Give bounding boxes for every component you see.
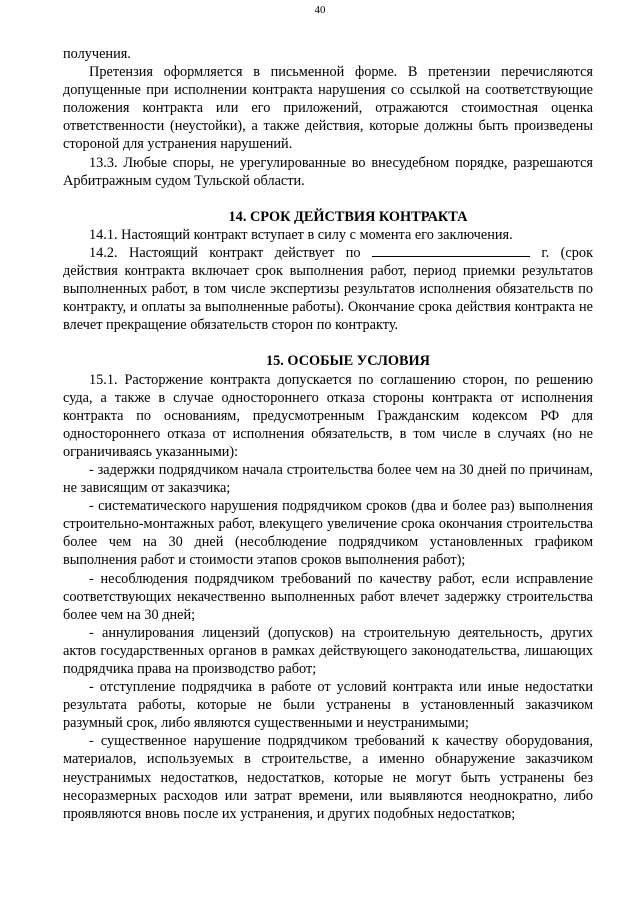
paragraph-claim: Претензия оформляется в письменной форме. В претензии перечисляются допущенные при исполнении контракта нарушения со ссылкой на соответствующие положения контракта или его приложений, отражаются стоимостная оценка ответственности (неустойки), а также действия, которые должны быть произведены стороной для устранения нарушений. — [63, 64, 593, 153]
section-15-heading: 15. ОСОБЫЕ УСЛОВИЯ — [265, 353, 430, 370]
date-blank-line — [372, 244, 530, 257]
paragraph-14-2 — [63, 244, 593, 334]
section-14-heading: 14. СРОК ДЕЙСТВИЯ КОНТРАКТА — [228, 208, 468, 225]
paragraph-14-1: 14.1. Настоящий контракт вступает в силу с момента его заключения. — [89, 226, 513, 243]
document-body — [63, 45, 593, 823]
list-item: - несоблюдения подрядчиком требований по качеству работ, если исправление соответствующих некачественно выполненных работ влечет задержку строительства более чем на 30 дней; — [63, 570, 593, 623]
paragraph-14-2-start: 14.2. Настоящий контракт действует по — [89, 244, 361, 261]
spacer — [63, 190, 593, 208]
list-item: - отступление подрядчика в работе от условий контракта или иные недостатки результата работы, которые не были устранены в установленный заказчиком разумный срок, либо являются существенными и неустранимыми; — [63, 679, 593, 732]
list-item: - аннулирования лицензий (допусков) на строительную деятельность, других актов государственных органов в рамках действующего законодательства, лишающих подрядчика права на производство работ; — [63, 624, 593, 677]
paragraph-14-2-end: г. (срок действия контракта включает срок выполнения работ, период приемки результатов выполненных работ, в том числе экспертизы результатов исполнения обязательств по контракту, и оплаты за выполненные работы). Окончание срока действия контракта не влечет прекращение обязательств сторон по контракту. — [63, 244, 594, 334]
page-number: 40 — [314, 4, 326, 16]
paragraph-tail: получения. — [63, 46, 131, 62]
spacer — [63, 334, 593, 352]
paragraph-13-3: 13.3. Любые споры, не урегулированные во внесудебном порядке, разрешаются Арбитражным судом Тульской области. — [63, 154, 593, 189]
list-item: - систематического нарушения подрядчиком сроков (два и более раз) выполнения строительно-монтажных работ, влекущего увеличение срока окончания строительства более чем на 30 дней (несоблюдение подрядчиком установленных графиком выполнения работ и стоимости этапов сроков выполнения работ); — [63, 498, 593, 569]
paragraph-15-1: 15.1. Расторжение контракта допускается по соглашению сторон, по решению суда, а также в случае одностороннего отказа стороны контракта от исполнения контракта по основаниям, предусмотренным Гражданским кодексом РФ для одностороннего отказа от исполнения обязательств, в том числе в случаях (но не ограничиваясь указанными): — [63, 371, 593, 460]
list-item: - существенное нарушение подрядчиком требований к качеству оборудования, материалов, используемых в строительстве, а именно обнаружение заказчиком неустранимых недостатков, недостатков, которые не могут быть устранены без несоразмерных расходов или затрат времени, или выявляются неоднократно, либо проявляются вновь после их устранения, и других подобных недостатков; — [63, 733, 593, 822]
list-item: - задержки подрядчиком начала строительства более чем на 30 дней по причинам, не зависящим от заказчика; — [63, 461, 593, 497]
